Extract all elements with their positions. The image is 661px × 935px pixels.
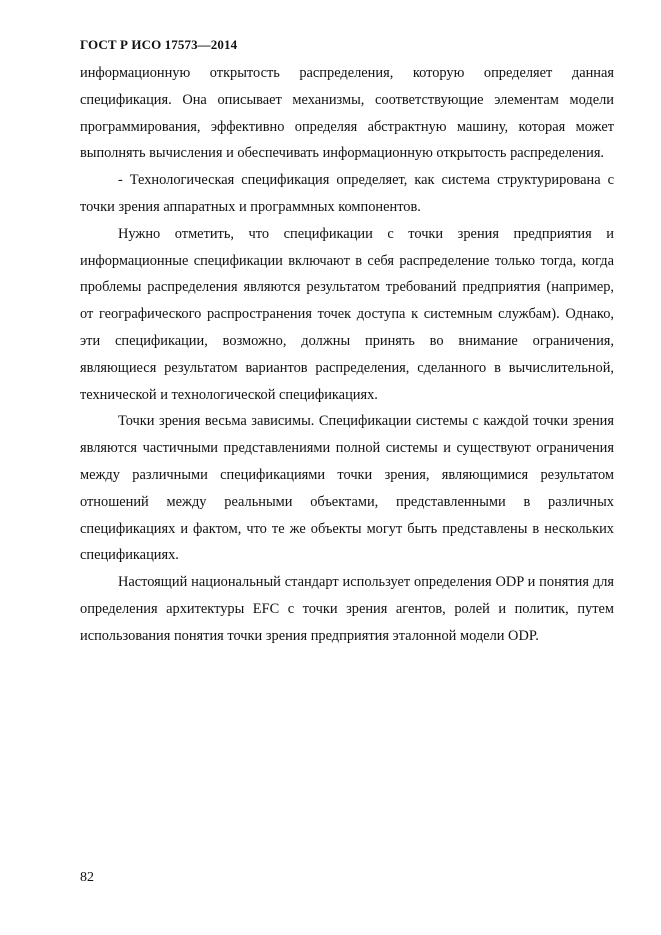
document-header: ГОСТ Р ИСО 17573—2014	[80, 37, 238, 52]
paragraph-viewpoints: Точки зрения весьма зависимы. Спецификации системы с каждой точки зрения являются частичными представлениями полной системы и существуют ограничения между различными спецификациями точки зрения, являющимися результатом отношений между реальными объектами, представленными в различных спецификациях и фактом, что те же объекты могут быть представлены в нескольких спецификациях.	[80, 413, 614, 564]
paragraph-standard-usage: Настоящий национальный стандарт использует определения ODP и понятия для определения архитектуры EFC с точки зрения агентов, ролей и политик, путем использования понятия точки зрения предприятия эталонной модели ODP.	[80, 574, 614, 644]
page-number: 82	[80, 870, 94, 885]
paragraph-enterprise-note: Нужно отметить, что спецификации с точки зрения предприятия и информационные спецификации включают в себя распределение только тогда, когда проблемы распределения являются результатом требований предприятия (например, от географического распространения точек доступа к системным службам). Однако, эти спецификации, возможно, должны принять во внимание ограничения, являющиеся результатом вариантов распределения, сделанного в вычислительной, технической и технологической спецификациях.	[80, 225, 614, 403]
paragraph-technology-spec: - Технологическая спецификация определяет, как система структурирована с точки зрения аппаратных и программных компонентов.	[80, 172, 614, 215]
paragraph-continuation: информационную открытость распределения, которую определяет данная спецификация. Она описывает механизмы, соответствующие элементам модели программирования, эффективно определяя абстрактную машину, которая может выполнять вычисления и обеспечивать информационную открытость распределения.	[80, 65, 614, 162]
document-body	[80, 60, 614, 650]
